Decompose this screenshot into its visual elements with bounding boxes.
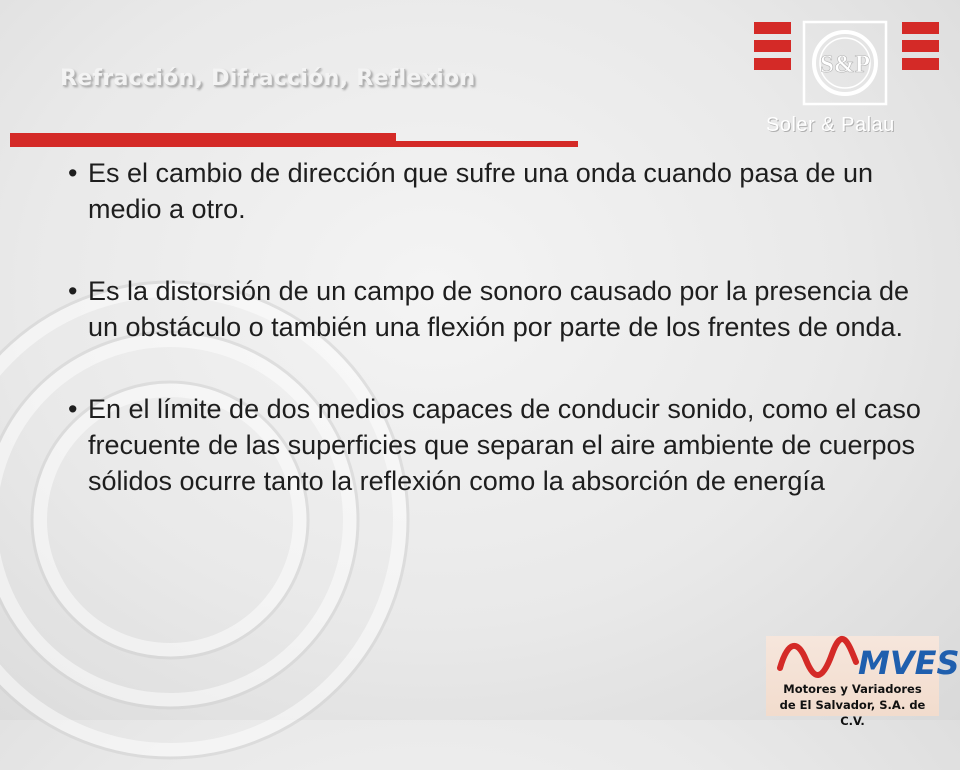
bullet-marker: •	[68, 394, 78, 424]
slide-title: Refracción, Difracción, Reflexion	[60, 66, 476, 91]
bullet-marker: •	[68, 158, 78, 188]
mves-caption	[766, 681, 939, 729]
sine-wave-logo	[774, 638, 960, 682]
right-stripes-icon	[902, 22, 939, 70]
title-underline-extension	[396, 141, 578, 147]
soler-palau-wordmark: Soler & Palau	[766, 114, 895, 136]
bullet-list	[68, 155, 928, 499]
mves-caption-line2: de El Salvador, S.A. de C.V.	[779, 698, 926, 728]
sp-monogram: S&P	[820, 51, 870, 78]
mves-caption-line1: Motores y Variadores	[783, 682, 922, 696]
bullet-text: Es la distorsión de un campo de sonoro causado por la presencia de un obstáculo o también una flexión por parte de los frentes de onda.	[88, 276, 910, 342]
bullet-marker: •	[68, 276, 78, 306]
title-underline-bar	[10, 133, 396, 147]
mves-wordmark: MVES	[858, 644, 960, 682]
bullet-refraction	[68, 155, 928, 227]
left-stripes-icon	[754, 22, 791, 70]
bullet-text: Es el cambio de dirección que sufre una onda cuando pasa de un medio a otro.	[88, 158, 874, 224]
bullet-text: En el límite de dos medios capaces de conducir sonido, como el caso frecuente de las superficies que separan el aire ambiente de cuerpos sólidos ocurre tanto la reflexión como la absorción de energía	[88, 394, 921, 496]
bullet-reflection	[68, 391, 928, 499]
mves-logo	[766, 636, 960, 728]
bullet-diffraction	[68, 273, 928, 345]
